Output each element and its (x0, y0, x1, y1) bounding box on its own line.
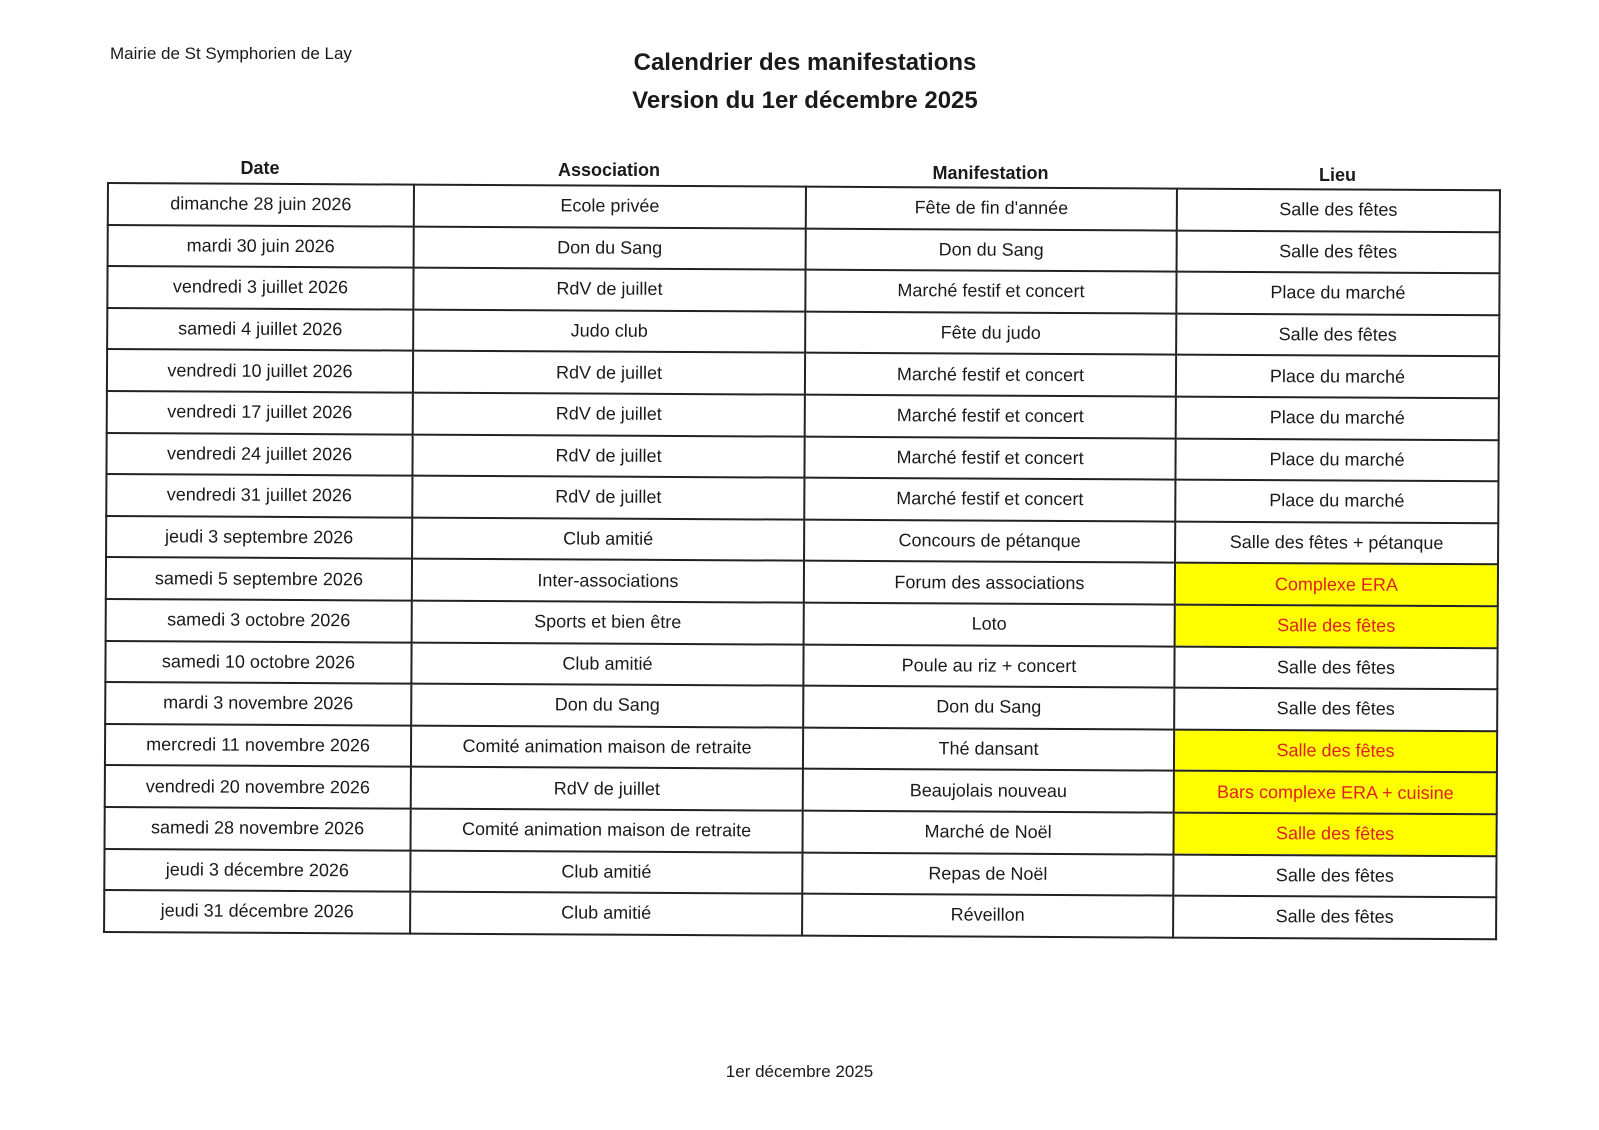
cell-manifestation: Réveillon (802, 894, 1173, 938)
cell-lieu: Place du marché (1175, 438, 1498, 481)
table-row (106, 474, 1498, 523)
cell-manifestation: Thé dansant (803, 727, 1174, 771)
column-header-lieu: Lieu (1318, 165, 1356, 185)
column-header-date: Date (240, 158, 280, 178)
table-row (107, 349, 1499, 398)
document-title-block (560, 44, 1050, 120)
cell-association: RdV de juillet (413, 351, 805, 395)
cell-manifestation: Fête de fin d'année (806, 187, 1177, 231)
cell-lieu: Place du marché (1176, 272, 1499, 315)
cell-lieu: Place du marché (1176, 355, 1499, 398)
cell-lieu: Bars complexe ERA + cuisine (1174, 771, 1497, 814)
cell-association: Judo club (413, 309, 805, 353)
table-row (105, 682, 1497, 731)
cell-lieu: Salle des fêtes + pétanque (1175, 521, 1498, 564)
cell-lieu: Place du marché (1175, 480, 1498, 523)
cell-date: vendredi 20 novembre 2026 (105, 765, 411, 808)
table-row (108, 225, 1500, 274)
table-row (107, 266, 1499, 315)
cell-date: jeudi 31 décembre 2026 (104, 890, 410, 933)
cell-manifestation: Concours de pétanque (804, 519, 1175, 563)
cell-manifestation: Forum des associations (804, 561, 1175, 605)
cell-lieu: Salle des fêtes (1173, 813, 1496, 856)
cell-lieu: Salle des fêtes (1173, 896, 1496, 939)
cell-manifestation: Marché festif et concert (805, 270, 1176, 314)
cell-date: samedi 28 novembre 2026 (105, 807, 411, 850)
cell-lieu: Salle des fêtes (1176, 313, 1499, 356)
cell-date: samedi 5 septembre 2026 (106, 557, 412, 600)
cell-date: dimanche 28 juin 2026 (108, 183, 414, 226)
cell-date: vendredi 10 juillet 2026 (107, 349, 413, 392)
table-row (107, 308, 1499, 357)
cell-manifestation: Don du Sang (803, 686, 1174, 730)
organization-name: Mairie de St Symphorien de Lay (110, 44, 352, 63)
cell-association: Don du Sang (411, 684, 803, 728)
cell-lieu: Salle des fêtes (1174, 646, 1497, 689)
cell-date: mardi 3 novembre 2026 (105, 682, 411, 725)
table-row (106, 433, 1498, 482)
footer-date: 1er décembre 2025 (725, 1062, 874, 1081)
table-row (105, 641, 1497, 690)
cell-date: vendredi 3 juillet 2026 (107, 266, 413, 309)
cell-manifestation: Beaujolais nouveau (803, 769, 1174, 813)
column-header-manifestation: Manifestation (932, 163, 1049, 183)
cell-association: Comité animation maison de retraite (411, 725, 803, 769)
table-row (107, 391, 1499, 440)
table-row (106, 599, 1498, 648)
cell-manifestation: Marché festif et concert (804, 478, 1175, 522)
cell-association: RdV de juillet (411, 767, 803, 811)
document-version: Version du 1er décembre 2025 (632, 87, 978, 114)
cell-association: RdV de juillet (412, 434, 804, 478)
cell-association: Comité animation maison de retraite (411, 809, 803, 853)
cell-lieu: Salle des fêtes (1173, 854, 1496, 897)
cell-lieu: Place du marché (1176, 397, 1499, 440)
cell-lieu: Salle des fêtes (1174, 729, 1497, 772)
cell-association: Ecole privée (414, 185, 806, 229)
cell-date: mardi 30 juin 2026 (108, 225, 414, 268)
cell-date: mercredi 11 novembre 2026 (105, 724, 411, 767)
cell-manifestation: Repas de Noël (802, 852, 1173, 896)
cell-date: samedi 3 octobre 2026 (106, 599, 412, 642)
cell-manifestation: Marché de Noël (803, 811, 1174, 855)
cell-association: Inter-associations (412, 559, 804, 603)
cell-lieu: Salle des fêtes (1177, 189, 1500, 232)
table-row (106, 557, 1498, 606)
table-row (104, 848, 1496, 897)
cell-date: samedi 10 octobre 2026 (105, 641, 411, 684)
cell-manifestation: Loto (804, 603, 1175, 647)
document-title: Calendrier des manifestations (633, 49, 977, 76)
cell-association: Club amitié (410, 892, 802, 936)
cell-manifestation: Marché festif et concert (805, 353, 1176, 397)
table-row (106, 516, 1498, 565)
table-row (105, 724, 1497, 773)
cell-date: vendredi 31 juillet 2026 (106, 474, 412, 517)
cell-association: Club amitié (412, 517, 804, 561)
events-table (103, 182, 1501, 940)
cell-lieu: Salle des fêtes (1175, 605, 1498, 648)
cell-association: RdV de juillet (413, 393, 805, 437)
cell-lieu: Salle des fêtes (1174, 688, 1497, 731)
events-table-body (104, 183, 1500, 939)
cell-date: samedi 4 juillet 2026 (107, 308, 413, 351)
cell-manifestation: Marché festif et concert (805, 395, 1176, 439)
column-headers (107, 158, 1499, 185)
table-row (105, 807, 1497, 856)
cell-lieu: Complexe ERA (1175, 563, 1498, 606)
cell-association: RdV de juillet (413, 268, 805, 312)
cell-manifestation: Marché festif et concert (804, 436, 1175, 480)
cell-association: RdV de juillet (412, 476, 804, 520)
cell-manifestation: Don du Sang (806, 228, 1177, 272)
cell-date: vendredi 17 juillet 2026 (107, 391, 413, 434)
cell-lieu: Salle des fêtes (1177, 230, 1500, 273)
table-row (108, 183, 1500, 232)
cell-date: jeudi 3 septembre 2026 (106, 516, 412, 559)
table-row (104, 890, 1496, 939)
table-row (105, 765, 1497, 814)
cell-date: vendredi 24 juillet 2026 (106, 433, 412, 476)
cell-association: Club amitié (411, 642, 803, 686)
cell-association: Club amitié (410, 850, 802, 894)
column-header-association: Association (557, 160, 661, 180)
cell-manifestation: Poule au riz + concert (803, 644, 1174, 688)
cell-association: Sports et bien être (412, 601, 804, 645)
cell-date: jeudi 3 décembre 2026 (104, 848, 410, 891)
cell-association: Don du Sang (414, 226, 806, 270)
cell-manifestation: Fête du judo (805, 311, 1176, 355)
